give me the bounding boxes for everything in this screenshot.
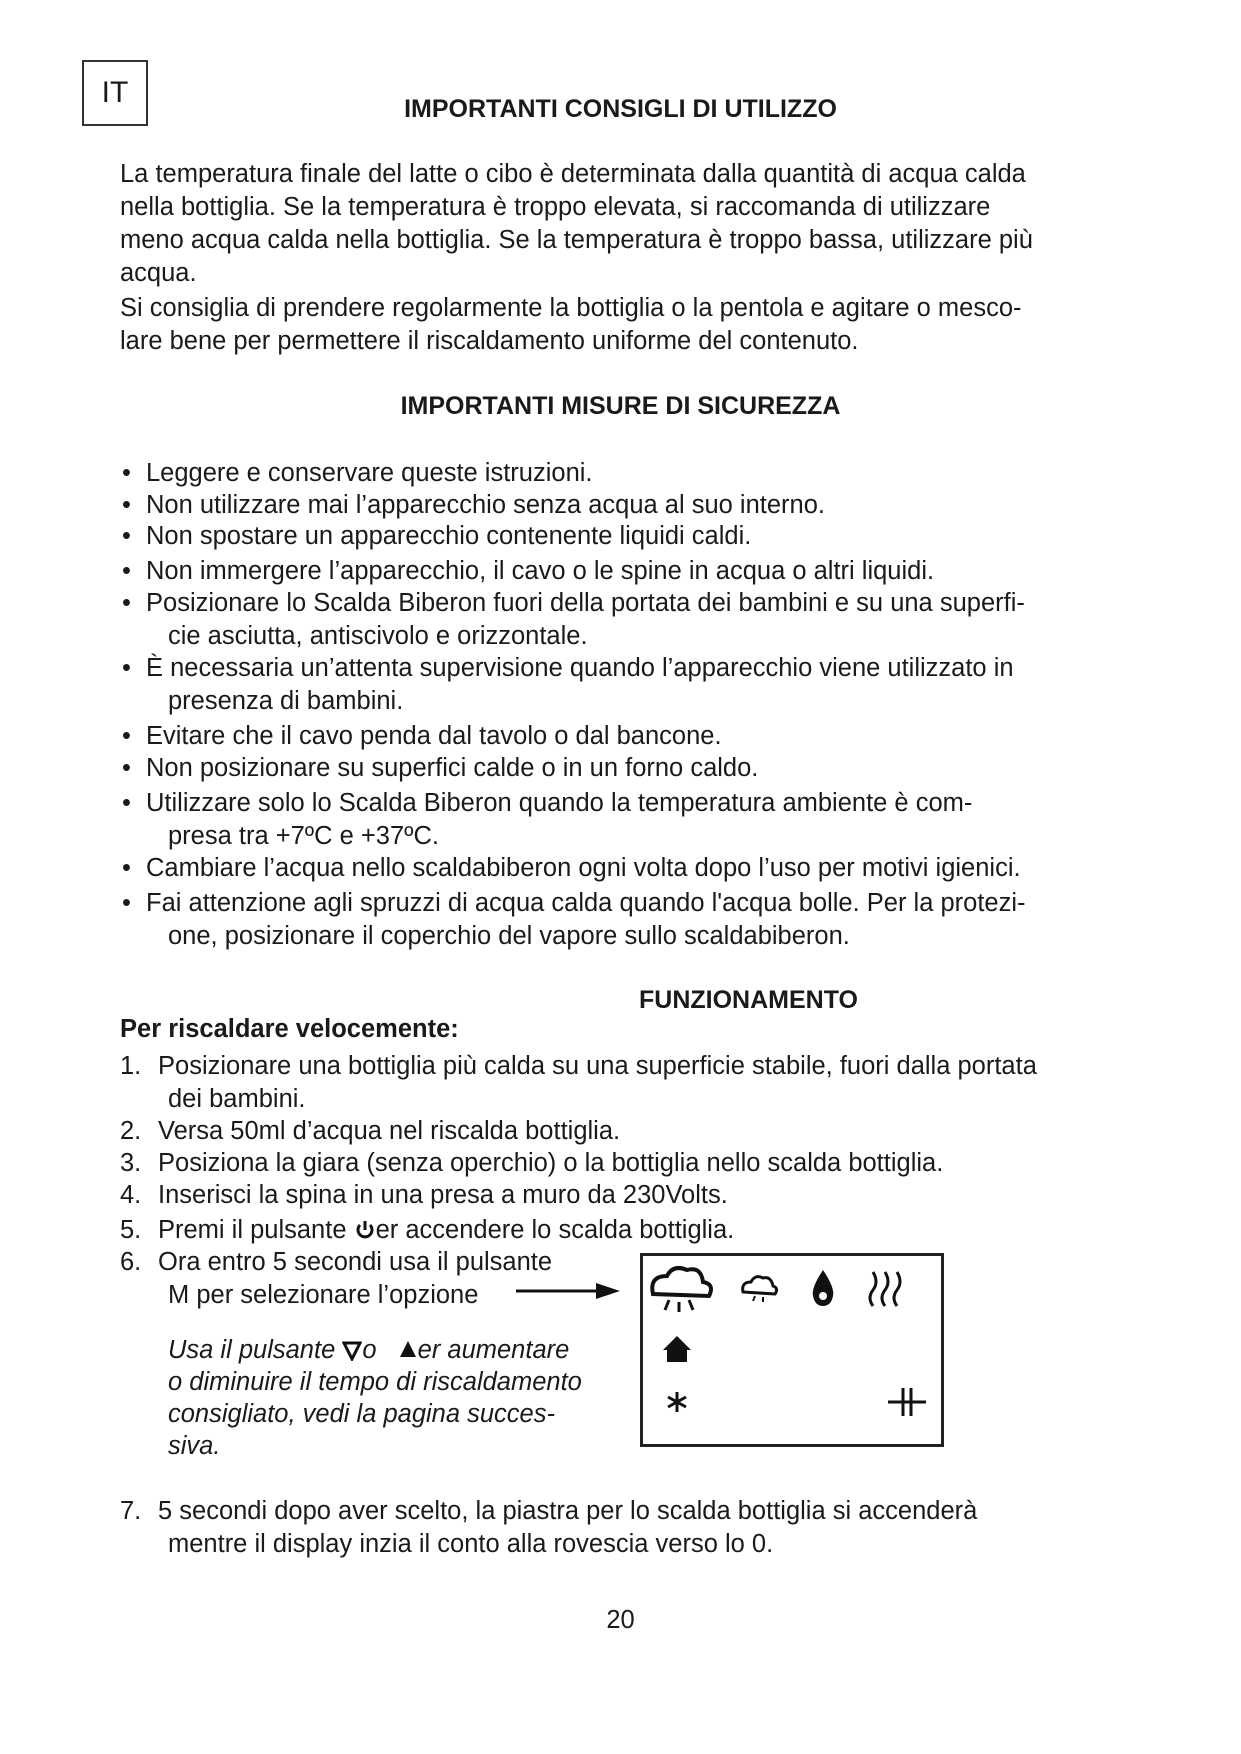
text-line: nella bottiglia. Se la temperatura è troppo elevata, si raccomanda di utilizzare	[120, 193, 991, 221]
quick-heating-subtitle: Per riscaldare velocemente:	[120, 1015, 459, 1043]
water-drop-icon	[813, 1270, 834, 1306]
heating-plate-icon	[888, 1388, 926, 1416]
list-item: 7. 5 secondi dopo aver scelto, la piastra per lo scalda bottiglia si accenderà mentre il display inzia il conto alla rovescia verso lo 0.	[120, 1497, 978, 1558]
list-item: • Utilizzare solo lo Scalda Biberon quando la temperatura ambiente è com- presa tra +7ºC e +37ºC.	[122, 789, 973, 850]
small-cloud-icon	[743, 1277, 777, 1302]
section-title-safety: IMPORTANTI MISURE DI SICUREZZA	[400, 392, 841, 420]
language-code: IT	[101, 76, 129, 109]
lcd-display-illustration	[640, 1253, 944, 1447]
up-arrow-button-icon	[398, 1339, 418, 1361]
list-item: • Fai attenzione agli spruzzi di acqua calda quando l'acqua bolle. Per la protezi- one, posizionare il coperchio del vapore sullo scaldabiberon.	[122, 889, 1026, 950]
section-title-usage-tips: IMPORTANTI CONSIGLI DI UTILIZZO	[404, 95, 837, 123]
text-line: meno acqua calda nella bottiglia. Se la temperatura è troppo bassa, utilizzare più	[120, 226, 1033, 254]
list-item: 1. Posizionare una bottiglia più calda su una superficie stabile, fuori dalla portata dei bambini.	[120, 1052, 1037, 1113]
list-item: • Non immergere l’apparecchio, il cavo o le spine in acqua o altri liquidi.	[120, 555, 1130, 588]
text-line: lare bene per permettere il riscaldamento uniforme del contenuto.	[120, 327, 859, 355]
list-item: • Evitare che il cavo penda dal tavolo o dal bancone.	[120, 720, 1130, 753]
usage-paragraph-1	[120, 158, 1130, 290]
list-item: • Cambiare l’acqua nello scaldabiberon ogni volta dopo l’uso per motivi igienici.	[120, 852, 1130, 885]
usage-paragraph-2	[120, 292, 1130, 358]
list-item: • Non utilizzare mai l’apparecchio senza acqua al suo interno.	[120, 489, 1130, 522]
bullet-icon: •	[122, 889, 131, 917]
text-line: acqua.	[120, 259, 197, 287]
list-item: 2. Versa 50ml d’acqua nel riscalda bottiglia.	[120, 1117, 621, 1145]
text-line: La temperatura finale del latte o cibo è determinata dalla quantità di acqua calda	[120, 160, 1026, 188]
list-item: 5. Premi il pulsante er accendere lo scalda bottiglia.	[120, 1216, 735, 1244]
button-usage-note: Usa il pulsante o er aumentare o diminuire il tempo di riscaldamento consigliato, vedi la pagina succes- siva.	[168, 1336, 582, 1460]
list-item: 4. Inserisci la spina in una presa a muro da 230Volts.	[120, 1181, 728, 1209]
snowflake-icon	[668, 1392, 686, 1412]
page-number: 20	[606, 1606, 635, 1634]
display-icons	[643, 1256, 941, 1444]
home-icon	[663, 1336, 691, 1362]
large-cloud-icon	[652, 1268, 711, 1312]
list-item: • È necessaria un’attenta supervisione quando l’apparecchio viene utilizzato in presenza di bambini.	[122, 654, 1014, 715]
list-item: • Posizionare lo Scalda Biberon fuori della portata dei bambini e su una superfi- cie asciutta, antiscivolo e orizzontale.	[122, 589, 1025, 650]
bullet-icon: •	[122, 854, 131, 882]
list-item: • Leggere e conservare queste istruzioni.	[120, 457, 1130, 490]
bullet-icon: •	[122, 654, 131, 682]
bullet-icon: •	[122, 789, 131, 817]
section-title-operation: FUNZIONAMENTO	[639, 986, 858, 1014]
bullet-icon: •	[122, 589, 131, 617]
arrow-right-icon	[516, 1281, 620, 1301]
steam-icon	[870, 1272, 900, 1306]
list-item: • Non posizionare su superfici calde o in un forno caldo.	[120, 752, 1130, 785]
bullet-icon: •	[122, 491, 131, 519]
list-item: • Non spostare un apparecchio contenente liquidi caldi.	[120, 520, 1130, 553]
bullet-icon: •	[122, 557, 131, 585]
power-icon	[354, 1219, 376, 1241]
bullet-icon: •	[122, 754, 131, 782]
list-item: 3. Posiziona la giara (senza operchio) o la bottiglia nello scalda bottiglia.	[120, 1149, 944, 1177]
bullet-icon: •	[122, 459, 131, 487]
bullet-icon: •	[122, 522, 131, 550]
list-item: 6. Ora entro 5 secondi usa il pulsante M per selezionare l’opzione	[120, 1248, 553, 1309]
down-arrow-button-icon	[342, 1339, 362, 1361]
bullet-icon: •	[122, 722, 131, 750]
text-line: Si consiglia di prendere regolarmente la bottiglia o la pentola e agitare o mesco-	[120, 294, 1022, 322]
